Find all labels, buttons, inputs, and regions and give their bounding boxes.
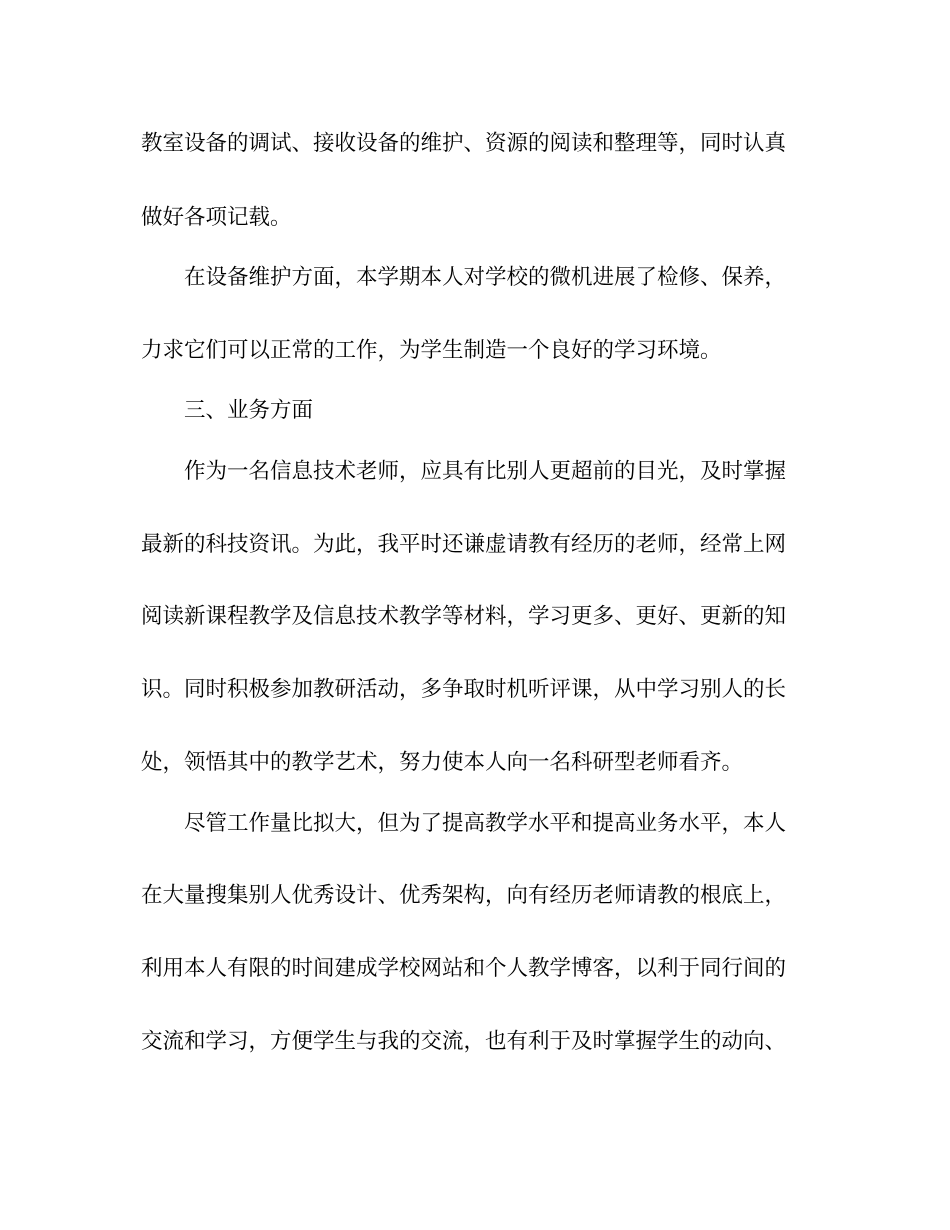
text-line: 尽管工作量比拟大，但为了提高教学水平和提高业务水平，本人 [184, 811, 787, 836]
text-line: 利用本人有限的时间建成学校网站和个人教学博客，以利于同行间的 [141, 956, 787, 981]
text-line: 交流和学习，方便学生与我的交流，也有利于及时掌握学生的动向、 [141, 1029, 787, 1054]
text-line: 教室设备的调试、接收设备的维护、资源的阅读和整理等，同时认真 [141, 131, 787, 156]
text-line: 在设备维护方面，本学期本人对学校的微机进展了检修、保养， [184, 265, 787, 290]
section-heading: 三、业务方面 [184, 398, 314, 423]
text-line: 做好各项记载。 [141, 205, 292, 230]
text-line: 力求它们可以正常的工作，为学生制造一个良好的学习环境。 [141, 338, 722, 363]
text-line: 作为一名信息技术老师，应具有比别人更超前的目光，及时掌握 [184, 459, 787, 484]
text-line: 最新的科技资讯。为此，我平时还谦虚请教有经历的老师，经常上网 [141, 532, 787, 557]
text-line: 处，领悟其中的教学艺术，努力使本人向一名科研型老师看齐。 [141, 750, 744, 775]
text-line: 在大量搜集别人优秀设计、优秀架构，向有经历老师请教的根底上， [141, 883, 787, 908]
text-line: 阅读新课程教学及信息技术教学等材料，学习更多、更好、更新的知 [141, 604, 787, 629]
text-line: 识。同时积极参加教研活动，多争取时机听评课，从中学习别人的长 [141, 677, 787, 702]
